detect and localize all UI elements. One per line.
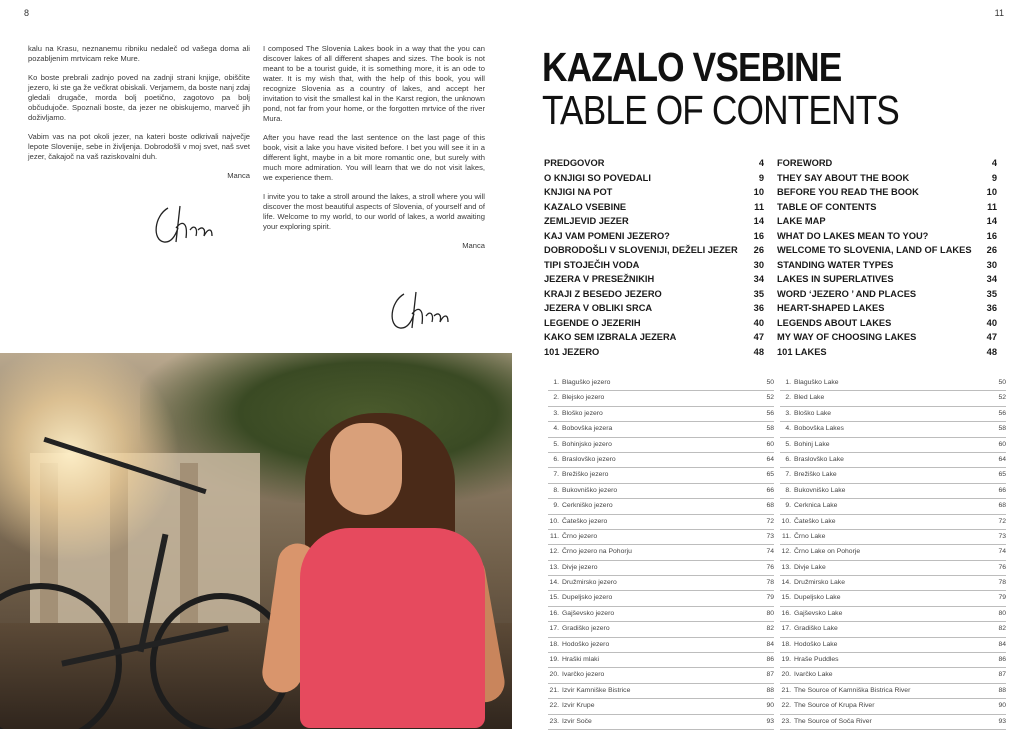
toc-entry[interactable]: WORD ‘JEZERO ’ AND PLACES 35	[777, 288, 997, 299]
lake-entry[interactable]	[780, 530, 1006, 545]
english-paragraph: I invite you to take a stroll around the lakes, a stroll where you will discover the most beautiful aspects of Slovenia, of yourself and of life. Welcome to my world, to our world of lakes, a world awaiting your exploring spirit.	[263, 192, 485, 231]
lake-entry-name: Čateško Lake	[794, 517, 836, 525]
lake-entry-num: 18.	[781, 640, 791, 648]
lake-entry-num: 15.	[781, 594, 791, 602]
lake-entry-name: Bohinjsko jezero	[562, 440, 612, 448]
lake-entry[interactable]	[548, 391, 774, 406]
toc-entry[interactable]: FOREWORD 4	[777, 158, 997, 168]
lake-entry[interactable]	[780, 561, 1006, 576]
lake-entry-page: 74	[766, 548, 774, 556]
lake-entry[interactable]	[548, 545, 774, 560]
lake-entry-name: Dupeljsko Lake	[794, 594, 841, 602]
lake-entry[interactable]	[548, 438, 774, 453]
lake-entry-num: 6.	[785, 455, 791, 463]
lake-entry-num: 19.	[549, 656, 559, 664]
toc-entry[interactable]: KAZALO VSEBINE 11	[544, 201, 764, 212]
english-text-column	[263, 44, 485, 251]
lake-entry-num: 3.	[785, 409, 791, 417]
lake-entry-page: 90	[998, 702, 1006, 710]
lake-entry-page: 60	[998, 440, 1006, 448]
lake-entry-num: 2.	[553, 394, 559, 402]
lake-entry[interactable]	[548, 484, 774, 499]
lake-entry[interactable]	[548, 684, 774, 699]
toc-entry[interactable]: MY WAY OF CHOOSING LAKES 47	[777, 332, 997, 342]
lake-entry-num: 13.	[549, 563, 559, 571]
lake-entry[interactable]	[548, 653, 774, 668]
lake-entry-page: 82	[766, 625, 774, 633]
lake-entry-num: 22.	[781, 702, 791, 710]
lake-entry-page: 68	[766, 502, 774, 510]
lake-entry-name: Blejsko jezero	[562, 394, 605, 402]
lake-entry[interactable]	[780, 638, 1006, 653]
signature-image-slovene	[150, 198, 220, 248]
lake-entry-num: 15.	[549, 594, 559, 602]
lake-entry-num: 8.	[553, 486, 559, 494]
lake-entry-num: 7.	[553, 471, 559, 479]
lake-entry[interactable]	[780, 684, 1006, 699]
toc-entry[interactable]: 101 LAKES 48	[777, 346, 997, 357]
lake-entry[interactable]	[548, 499, 774, 514]
toc-entry[interactable]: JEZERA V OBLIKI SRCA 36	[544, 303, 764, 313]
lake-entry-page: 90	[766, 702, 774, 710]
slovene-paragraph: Vabim vas na pot okoli jezer, na kateri boste odkrivali največje lepote Slovenije, sebe in življenja. Dobrodošli v moj svet, naš svet jezer, čakajoč na vaš raziskovalni duh.	[28, 132, 250, 161]
lake-entry-page: 82	[998, 625, 1006, 633]
lake-entry[interactable]	[780, 376, 1006, 391]
lake-entry-num: 9.	[553, 502, 559, 510]
toc-entry[interactable]: KAJ VAM POMENI JEZERO? 16	[544, 230, 764, 241]
lake-entry[interactable]	[780, 591, 1006, 606]
toc-entry[interactable]: DOBRODOŠLI V SLOVENIJI, DEŽELI JEZER 26	[544, 245, 764, 255]
lake-entry[interactable]	[780, 715, 1006, 730]
lake-entry-num: 8.	[785, 486, 791, 494]
lake-entry-name: Črno jezero	[562, 532, 598, 540]
lake-entry-num: 6.	[553, 455, 559, 463]
lake-entry-page: 87	[766, 671, 774, 679]
lake-entry-num: 16.	[549, 609, 559, 617]
lake-entry-name: Gajševsko Lake	[794, 609, 843, 617]
toc-title-english: TABLE OF CONTENTS	[542, 87, 899, 133]
lake-entry-num: 10.	[549, 517, 559, 525]
lake-entry-page: 56	[766, 409, 774, 417]
lakes-list-slovene	[548, 376, 774, 730]
lake-entry-num: 4.	[553, 425, 559, 433]
lake-entry-num: 11.	[782, 532, 791, 540]
toc-entry[interactable]: THEY SAY ABOUT THE BOOK 9	[777, 172, 997, 183]
lake-entry-num: 20.	[781, 671, 791, 679]
slovene-paragraph: kalu na Krasu, neznanemu ribniku nedaleč od vašega doma ali pozabljenim mrtvicam reke Mure.	[28, 44, 250, 63]
lake-entry-num: 5.	[785, 440, 791, 448]
lake-entry[interactable]	[780, 468, 1006, 483]
lake-entry[interactable]	[548, 407, 774, 422]
lake-entry-page: 79	[998, 594, 1006, 602]
toc-entry[interactable]: TIPI STOJEČIH VODA 30	[544, 259, 764, 270]
lake-entry[interactable]	[548, 561, 774, 576]
lake-entry-name: Blaguško Lake	[794, 379, 839, 386]
toc-title-slovene: KAZALO VSEBINE	[542, 44, 842, 90]
page-number-right: 11	[994, 8, 1004, 18]
lake-entry-page: 88	[766, 686, 774, 694]
lake-entry-page: 56	[998, 409, 1006, 417]
lake-entry-page: 93	[998, 717, 1006, 725]
lake-entry[interactable]	[548, 668, 774, 683]
lake-entry-name: Črno Lake on Pohorje	[794, 548, 861, 556]
lake-entry[interactable]	[780, 453, 1006, 468]
lake-entry-page: 73	[766, 532, 774, 540]
lake-entry[interactable]	[548, 376, 774, 391]
toc-entry[interactable]: 101 JEZERO 48	[544, 346, 764, 357]
lake-entry[interactable]	[780, 622, 1006, 637]
lake-entry-page: 64	[766, 455, 774, 463]
lake-entry[interactable]	[780, 545, 1006, 560]
lake-entry-num: 21.	[549, 686, 559, 694]
toc-entry[interactable]: HEART-SHAPED LAKES 36	[777, 303, 997, 313]
lake-entry-name: Izvir Kamniške Bistrice	[562, 686, 631, 694]
lake-entry[interactable]	[548, 530, 774, 545]
lake-entry-name: Bloško jezero	[562, 409, 603, 417]
lake-entry-num: 17.	[781, 625, 791, 633]
lake-entry-name: Ivarčko Lake	[794, 671, 833, 679]
lake-entry-page: 74	[998, 548, 1006, 556]
lake-entry[interactable]	[548, 622, 774, 637]
lake-entry-num: 19.	[781, 656, 791, 664]
chapters-slovene	[544, 156, 764, 359]
lake-entry-num: 16.	[781, 609, 791, 617]
toc-entry[interactable]: LEGENDS ABOUT LAKES 40	[777, 317, 997, 328]
signature-name-english: Manca	[462, 241, 485, 250]
toc-entry[interactable]: KAKO SEM IZBRALA JEZERA 47	[544, 332, 764, 342]
lake-entry[interactable]	[780, 391, 1006, 406]
lake-entry-num: 3.	[553, 409, 559, 417]
chapters-english	[777, 156, 997, 359]
lake-entry-page: 78	[998, 579, 1006, 587]
lake-entry-page: 88	[998, 686, 1006, 694]
lake-entry[interactable]	[780, 576, 1006, 591]
lake-entry-page: 65	[766, 471, 774, 479]
lake-entry[interactable]	[548, 515, 774, 530]
lake-entry-page: 68	[998, 502, 1006, 510]
lake-entry[interactable]	[548, 591, 774, 606]
lake-entry[interactable]	[780, 407, 1006, 422]
left-page	[0, 0, 512, 729]
lake-entry-name: Blaguško jezero	[562, 379, 611, 386]
lake-entry[interactable]	[780, 422, 1006, 437]
lake-entry-name: Bohinj Lake	[794, 440, 830, 448]
toc-entry[interactable]: O KNJIGI SO POVEDALI 9	[544, 172, 764, 183]
lake-entry[interactable]	[780, 515, 1006, 530]
lake-entry-page: 65	[998, 471, 1006, 479]
lake-entry-page: 78	[766, 579, 774, 587]
lake-entry-num: 10.	[781, 517, 791, 525]
lake-entry-page: 72	[766, 517, 774, 525]
lake-entry-num: 23.	[549, 717, 559, 725]
toc-entry[interactable]: JEZERA V PRESEŽNIKIH 34	[544, 274, 764, 284]
lake-entry-name: Hraški mlaki	[562, 656, 600, 664]
lake-entry[interactable]	[548, 576, 774, 591]
lake-entry-name: Bukovniško Lake	[794, 486, 846, 494]
lake-entry-name: Družmirsko Lake	[794, 579, 845, 587]
lake-entry-num: 20.	[549, 671, 559, 679]
lake-entry-name: Bukovniško jezero	[562, 486, 618, 494]
toc-entry[interactable]: ZEMLJEVID JEZER 14	[544, 216, 764, 226]
toc-entry[interactable]: LAKE MAP 14	[777, 216, 997, 226]
lake-entry-page: 86	[998, 656, 1006, 664]
lake-entry-num: 23.	[781, 717, 791, 725]
lake-entry-name: Bled Lake	[794, 394, 825, 402]
lake-entry-page: 72	[998, 517, 1006, 525]
lake-entry-name: Črno jezero na Pohorju	[562, 548, 632, 556]
lake-entry-num: 4.	[785, 425, 791, 433]
toc-entry[interactable]: KNJIGI NA POT 10	[544, 187, 764, 197]
lake-entry[interactable]	[548, 607, 774, 622]
lake-entry-name: Izvir Krupe	[562, 702, 595, 710]
toc-entry[interactable]: KRAJI Z BESEDO JEZERO 35	[544, 288, 764, 299]
lake-entry[interactable]	[548, 699, 774, 714]
slovene-text-column	[28, 44, 250, 181]
lake-entry[interactable]	[780, 499, 1006, 514]
lake-entry-name: Hodoško jezero	[562, 640, 610, 648]
lake-entry-num: 5.	[553, 440, 559, 448]
lake-entry-name: Gradiško Lake	[794, 625, 838, 633]
english-paragraph: After you have read the last sentence on the last page of this book, visit a lake you have visited before. I bet you will see it in a different light, maybe in a bit more romantic one, but surely with much more admiration. You will learn that we do not visit lakes, we experience them.	[263, 133, 485, 182]
woman-with-bicycle-photo	[0, 353, 512, 729]
lake-entry-num: 9.	[785, 502, 791, 510]
lake-entry-name: Brežiško Lake	[794, 471, 837, 479]
signature-image-english	[386, 284, 456, 334]
lake-entry-name: Gradiško jezero	[562, 625, 610, 633]
lake-entry[interactable]	[780, 699, 1006, 714]
lake-entry-page: 80	[998, 609, 1006, 617]
lake-entry-num: 13.	[781, 563, 791, 571]
lake-entry-page: 76	[998, 563, 1006, 571]
lake-entry[interactable]	[548, 422, 774, 437]
lake-entry-page: 50	[998, 379, 1006, 386]
lake-entry-num: 12.	[549, 548, 559, 556]
lake-entry-name: Divje jezero	[562, 563, 598, 571]
lake-entry-name: Črno Lake	[794, 532, 826, 540]
lake-entry[interactable]	[780, 668, 1006, 683]
lake-entry-name: The Source of Soča River	[794, 717, 872, 725]
toc-entry[interactable]: TABLE OF CONTENTS 11	[777, 201, 997, 212]
lake-entry-page: 79	[766, 594, 774, 602]
lake-entry-name: Brežiško jezero	[562, 471, 609, 479]
toc-entry[interactable]: BEFORE YOU READ THE BOOK 10	[777, 187, 997, 197]
toc-entry[interactable]: STANDING WATER TYPES 30	[777, 259, 997, 270]
lake-entry-page: 52	[766, 394, 774, 402]
lake-entry-name: Gajševsko jezero	[562, 609, 615, 617]
lake-entry-name: Družmirsko jezero	[562, 579, 617, 587]
lake-entry-num: 22.	[549, 702, 559, 710]
lake-entry-page: 60	[766, 440, 774, 448]
lake-entry-page: 73	[998, 532, 1006, 540]
lake-entry-page: 76	[766, 563, 774, 571]
lake-entry-num: 14.	[781, 579, 791, 587]
lake-entry-num: 1.	[785, 379, 791, 386]
lake-entry[interactable]	[548, 453, 774, 468]
lake-entry-num: 7.	[785, 471, 791, 479]
right-page	[512, 0, 1024, 729]
lake-entry-num: 11.	[550, 532, 559, 540]
lake-entry-page: 58	[998, 425, 1006, 433]
english-paragraph: I composed The Slovenia Lakes book in a way that the you can discover lakes of all different shapes and sizes. The book is not meant to be a tourist guide, it is something more, it is an ode to water. It is my wish that, with the help of this book, you will recognize Slovenia as a country of lakes, and accept her invitation to visit the smallest kal in the Karst region, the unknown pond, not far from your home, or the forgotten mrtvice of the river Mura.	[263, 44, 485, 123]
lake-entry-num: 17.	[549, 625, 559, 633]
lakes-list-english	[780, 376, 1006, 730]
lake-entry-page: 93	[766, 717, 774, 725]
lake-entry-name: Dupeljsko jezero	[562, 594, 613, 602]
lake-entry-page: 86	[766, 656, 774, 664]
lake-entry-page: 50	[766, 379, 774, 386]
lake-entry-name: Cerkniško jezero	[562, 502, 613, 510]
toc-entry[interactable]: LAKES IN SUPERLATIVES 34	[777, 274, 997, 284]
lake-entry-name: Bloško Lake	[794, 409, 832, 417]
toc-entry[interactable]: WELCOME TO SLOVENIA, LAND OF LAKES 26	[777, 245, 997, 255]
slovene-paragraph: Ko boste prebrali zadnjo poved na zadnji strani knjige, obiščite jezero, ki ste ga že večkrat obiskali. Verjamem, da boste nanj zdaj gledali drugače, morda bolj poetično, zagotovo pa bolj občudujoče. Spoznali boste, da jezer ne obiskujemo, marveč jih doživljamo.	[28, 73, 250, 122]
lake-entry-name: Izvir Soče	[562, 717, 592, 725]
signature-name-slovene: Manca	[227, 171, 250, 180]
toc-entry[interactable]: LEGENDE O JEZERIH 40	[544, 317, 764, 328]
toc-entry[interactable]: PREDGOVOR 4	[544, 158, 764, 168]
page-number-left: 8	[24, 8, 30, 18]
lake-entry-name: Hraše Puddles	[794, 656, 839, 664]
lake-entry[interactable]	[548, 638, 774, 653]
lake-entry-num: 12.	[781, 548, 791, 556]
lake-entry[interactable]	[780, 484, 1006, 499]
lake-entry-name: Braslovško Lake	[794, 455, 844, 463]
lake-entry-name: Cerknica Lake	[794, 502, 838, 510]
lake-entry-page: 84	[998, 640, 1006, 648]
lake-entry[interactable]	[548, 468, 774, 483]
lake-entry-num: 14.	[549, 579, 559, 587]
lake-entry[interactable]	[780, 607, 1006, 622]
lake-entry-page: 52	[998, 394, 1006, 402]
lake-entry-page: 58	[766, 425, 774, 433]
lake-entry-page: 80	[766, 609, 774, 617]
lake-entry-page: 66	[998, 486, 1006, 494]
lake-entry-name: Bobovška jezera	[562, 425, 613, 433]
lake-entry-num: 18.	[549, 640, 559, 648]
lake-entry-name: The Source of Kamniška Bistrica River	[794, 686, 911, 694]
lake-entry-name: Hodoško Lake	[794, 640, 838, 648]
lake-entry-name: Divje Lake	[794, 563, 826, 571]
lake-entry-name: Braslovško jezero	[562, 455, 616, 463]
lake-entry[interactable]	[548, 715, 774, 730]
lake-entry[interactable]	[780, 438, 1006, 453]
lake-entry-page: 84	[766, 640, 774, 648]
lake-entry-page: 87	[998, 671, 1006, 679]
toc-entry[interactable]: WHAT DO LAKES MEAN TO YOU? 16	[777, 230, 997, 241]
lake-entry[interactable]	[780, 653, 1006, 668]
lake-entry-name: Čateško jezero	[562, 517, 608, 525]
lake-entry-name: Bobovška Lakes	[794, 425, 844, 433]
lake-entry-num: 2.	[785, 394, 791, 402]
lake-entry-name: Ivarčko jezero	[562, 671, 605, 679]
lake-entry-num: 21.	[781, 686, 791, 694]
lake-entry-num: 1.	[553, 379, 559, 386]
lake-entry-page: 64	[998, 455, 1006, 463]
lake-entry-page: 66	[766, 486, 774, 494]
lake-entry-name: The Source of Krupa River	[794, 702, 875, 710]
